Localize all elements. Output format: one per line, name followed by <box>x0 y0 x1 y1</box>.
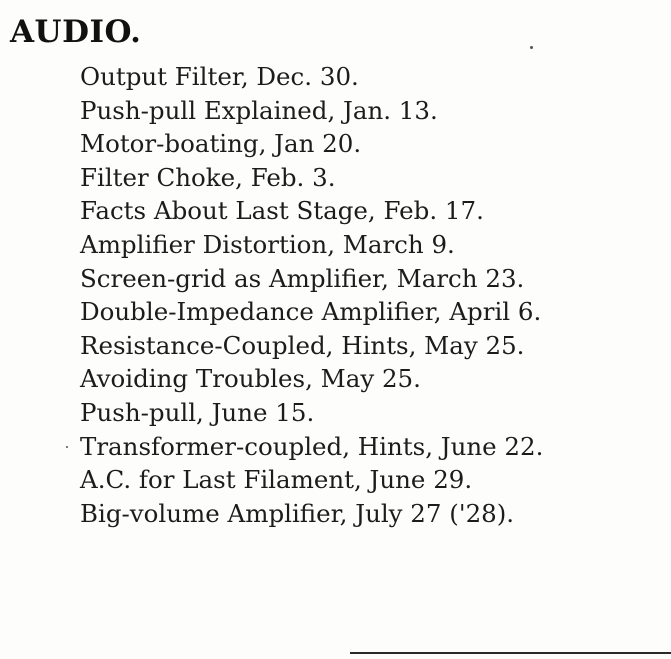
entry-list <box>80 60 650 530</box>
print-speck <box>530 46 533 49</box>
print-speck <box>66 446 68 448</box>
list-item: Filter Choke, Feb. 3. <box>80 162 336 192</box>
list-item: Push-pull, June 15. <box>80 397 315 427</box>
section-heading: AUDIO. <box>10 14 142 50</box>
list-item: Amplifier Distortion, March 9. <box>80 229 455 259</box>
list-item: Screen-grid as Amplifier, March 23. <box>80 263 525 293</box>
list-item: Output Filter, Dec. 30. <box>80 62 359 91</box>
list-item: Motor-boating, Jan 20. <box>80 129 362 159</box>
list-item: Double-Impedance Amplifier, April 6. <box>80 297 542 327</box>
list-item: Transformer-coupled, Hints, June 22. <box>80 431 544 461</box>
list-item: Big-volume Amplifier, July 27 ('28). <box>80 498 515 528</box>
list-item: A.C. for Last Filament, June 29. <box>80 465 473 495</box>
list-item: Push-pull Explained, Jan. 13. <box>80 95 438 125</box>
list-item: Avoiding Troubles, May 25. <box>80 364 421 394</box>
list-item: Facts About Last Stage, Feb. 17. <box>80 196 484 226</box>
bottom-rule <box>350 652 671 654</box>
list-item: Resistance-Coupled, Hints, May 25. <box>80 330 525 360</box>
